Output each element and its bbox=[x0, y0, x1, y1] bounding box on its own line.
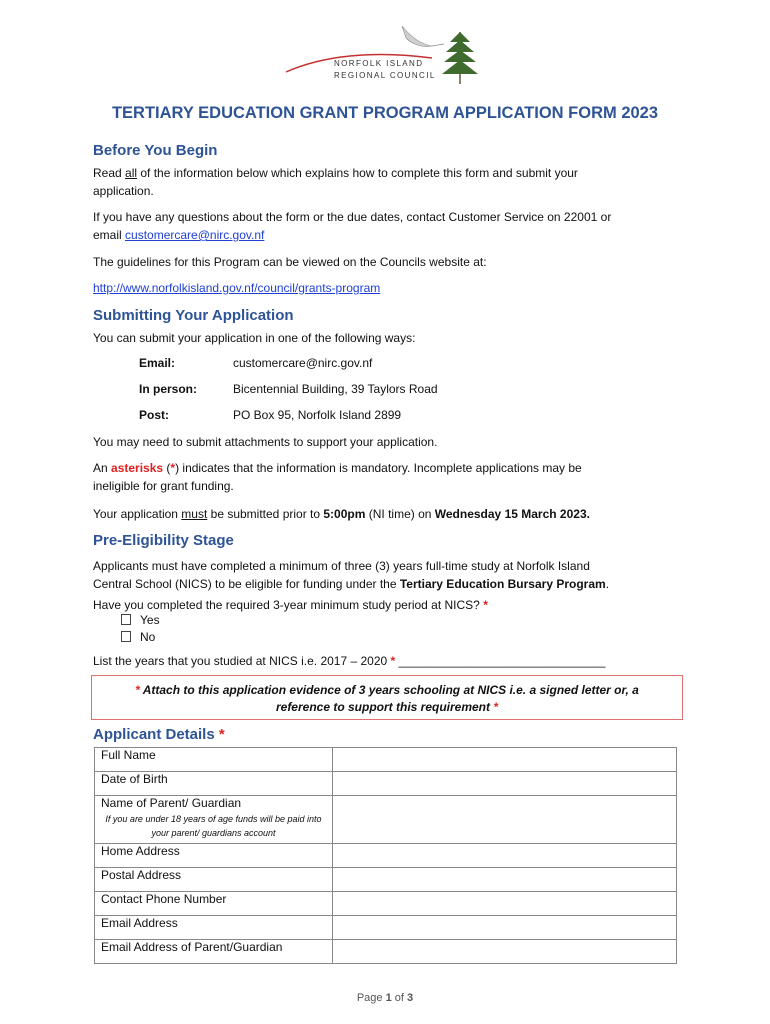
email-address-input[interactable] bbox=[333, 916, 677, 940]
table-row bbox=[95, 916, 677, 940]
submit-method-value: customercare@nirc.gov.nf bbox=[233, 356, 373, 370]
parent-guardian-label-cell bbox=[95, 796, 333, 844]
row-label: Home Address bbox=[95, 844, 333, 868]
row-label: Email Address bbox=[95, 916, 333, 940]
due-date-paragraph bbox=[93, 505, 683, 523]
table-row bbox=[95, 940, 677, 964]
parent-guardian-name-input[interactable] bbox=[333, 796, 677, 844]
due-text-a: Your application bbox=[93, 507, 182, 521]
submit-method-value: PO Box 95, Norfolk Island 2899 bbox=[233, 408, 402, 422]
submit-method-in-person bbox=[139, 382, 438, 396]
page-number bbox=[0, 992, 770, 1004]
page-text: Page bbox=[356, 992, 386, 1004]
table-row bbox=[95, 796, 677, 844]
home-address-input[interactable] bbox=[333, 844, 677, 868]
option-no[interactable] bbox=[121, 630, 155, 644]
row-label: Postal Address bbox=[95, 868, 333, 892]
required-asterisk: * bbox=[483, 598, 488, 612]
intro-paragraph bbox=[93, 164, 683, 200]
intro-text-a: Read bbox=[93, 166, 126, 180]
questions-email-prefix: email bbox=[93, 228, 126, 242]
due-time: 5:00pm bbox=[323, 507, 366, 521]
required-asterisk: * bbox=[135, 683, 140, 697]
heading-submitting: Submitting Your Application bbox=[93, 307, 294, 324]
asterisk-text-line2: ineligible for grant funding. bbox=[93, 479, 234, 493]
submit-method-key: Email: bbox=[139, 356, 176, 370]
logo-name-line1: NORFOLK ISLAND bbox=[334, 59, 424, 68]
eligibility-text-end: . bbox=[605, 577, 610, 591]
required-asterisk: * bbox=[218, 726, 225, 743]
study-period-question bbox=[93, 596, 683, 614]
date-of-birth-input[interactable] bbox=[333, 772, 677, 796]
submit-method-post bbox=[139, 408, 401, 422]
checkbox-icon[interactable] bbox=[121, 631, 131, 642]
page-total: 3 bbox=[407, 992, 414, 1004]
pine-tree-icon bbox=[442, 32, 478, 84]
table-row bbox=[95, 868, 677, 892]
submit-intro: You can submit your application in one of the following ways: bbox=[93, 331, 416, 345]
years-label: List the years that you studied at NICS i.e. 2017 – 2020 bbox=[93, 654, 391, 668]
guidelines-text: The guidelines for this Program can be viewed on the Councils website at: bbox=[93, 255, 487, 269]
asterisk-text-b: ( bbox=[163, 461, 171, 475]
heading-applicant-details bbox=[93, 726, 225, 743]
row-label: Date of Birth bbox=[95, 772, 333, 796]
applicant-heading-text: Applicant Details bbox=[93, 726, 219, 743]
page-of-text: of bbox=[391, 992, 408, 1004]
attach-text-line1: Attach to this application evidence of 3 years schooling at NICS i.e. a signed letter or, a bbox=[139, 683, 639, 697]
eligibility-text-line1: Applicants must have completed a minimum of three (3) years full-time study at Norfolk Island bbox=[93, 559, 590, 573]
years-studied-field[interactable] bbox=[93, 652, 683, 670]
postal-address-input[interactable] bbox=[333, 868, 677, 892]
submit-method-value: Bicentennial Building, 39 Taylors Road bbox=[233, 382, 438, 396]
questions-paragraph bbox=[93, 208, 683, 244]
due-text-c: (NI time) on bbox=[365, 507, 435, 521]
due-text-d: . bbox=[586, 507, 590, 521]
customer-service-email-link[interactable]: customercare@nirc.gov.nf bbox=[125, 228, 265, 242]
row-label: Contact Phone Number bbox=[95, 892, 333, 916]
form-title: TERTIARY EDUCATION GRANT PROGRAM APPLICATION FORM 2023 bbox=[111, 104, 659, 122]
option-label: Yes bbox=[140, 613, 160, 627]
submit-method-key: Post: bbox=[139, 408, 169, 422]
intro-text-line2: application. bbox=[93, 184, 154, 198]
row-label: Full Name bbox=[95, 748, 333, 772]
contact-phone-input[interactable] bbox=[333, 892, 677, 916]
guidelines-url-paragraph bbox=[93, 279, 683, 297]
table-row bbox=[95, 892, 677, 916]
logo-name-line2: REGIONAL COUNCIL bbox=[334, 71, 436, 80]
attachments-text: You may need to submit attachments to support your application. bbox=[93, 435, 438, 449]
submit-method-key: In person: bbox=[139, 382, 198, 396]
full-name-input[interactable] bbox=[333, 748, 677, 772]
question-text: Have you completed the required 3-year minimum study period at NICS? bbox=[93, 598, 484, 612]
option-yes[interactable] bbox=[121, 613, 160, 627]
intro-text-b: of the information below which explains how to complete this form and submit your bbox=[137, 166, 578, 180]
heading-pre-eligibility: Pre-Eligibility Stage bbox=[93, 532, 234, 549]
checkbox-icon[interactable] bbox=[121, 614, 131, 625]
parent-email-input[interactable] bbox=[333, 940, 677, 964]
asterisk-text-c: ) indicates that the information is mandatory. Incomplete applications may be bbox=[175, 461, 582, 475]
applicant-details-table bbox=[94, 747, 677, 964]
due-text-must: must bbox=[181, 507, 208, 521]
eligibility-program-name: Tertiary Education Bursary Program bbox=[399, 577, 606, 591]
required-asterisk: * bbox=[493, 700, 499, 714]
attach-text-line2: reference to support this requirement bbox=[275, 700, 494, 714]
grants-program-link[interactable]: http://www.norfolkisland.gov.nf/council/grants-program bbox=[93, 281, 381, 295]
submit-method-email bbox=[139, 356, 372, 370]
due-text-b: be submitted prior to bbox=[207, 507, 324, 521]
asterisk-word: asterisks bbox=[111, 461, 164, 475]
eligibility-text-line2: Central School (NICS) to be eligible for funding under the bbox=[93, 577, 400, 591]
asterisk-paragraph bbox=[93, 459, 683, 495]
row-label: Name of Parent/ Guardian bbox=[101, 796, 242, 810]
row-label: Email Address of Parent/Guardian bbox=[95, 940, 333, 964]
eligibility-paragraph bbox=[93, 557, 683, 593]
intro-text-all: all bbox=[125, 166, 138, 180]
asterisk-symbol: * bbox=[170, 461, 176, 475]
council-logo bbox=[282, 20, 492, 84]
attach-evidence-notice bbox=[91, 675, 683, 720]
page-current: 1 bbox=[385, 992, 392, 1004]
heading-before-you-begin: Before You Begin bbox=[93, 142, 218, 159]
required-asterisk: * bbox=[390, 654, 396, 668]
table-row bbox=[95, 772, 677, 796]
due-date: Wednesday 15 March 2023 bbox=[434, 507, 587, 521]
table-row bbox=[95, 748, 677, 772]
row-note: If you are under 18 years of age funds will be paid into your parent/ guardians account bbox=[105, 814, 322, 838]
questions-text: If you have any questions about the form or the due dates, contact Customer Service on 22001 or bbox=[93, 210, 612, 224]
option-label: No bbox=[140, 630, 156, 644]
table-row bbox=[95, 844, 677, 868]
years-blank-line[interactable]: _______________________________ bbox=[398, 654, 606, 668]
asterisk-text-a: An bbox=[93, 461, 112, 475]
